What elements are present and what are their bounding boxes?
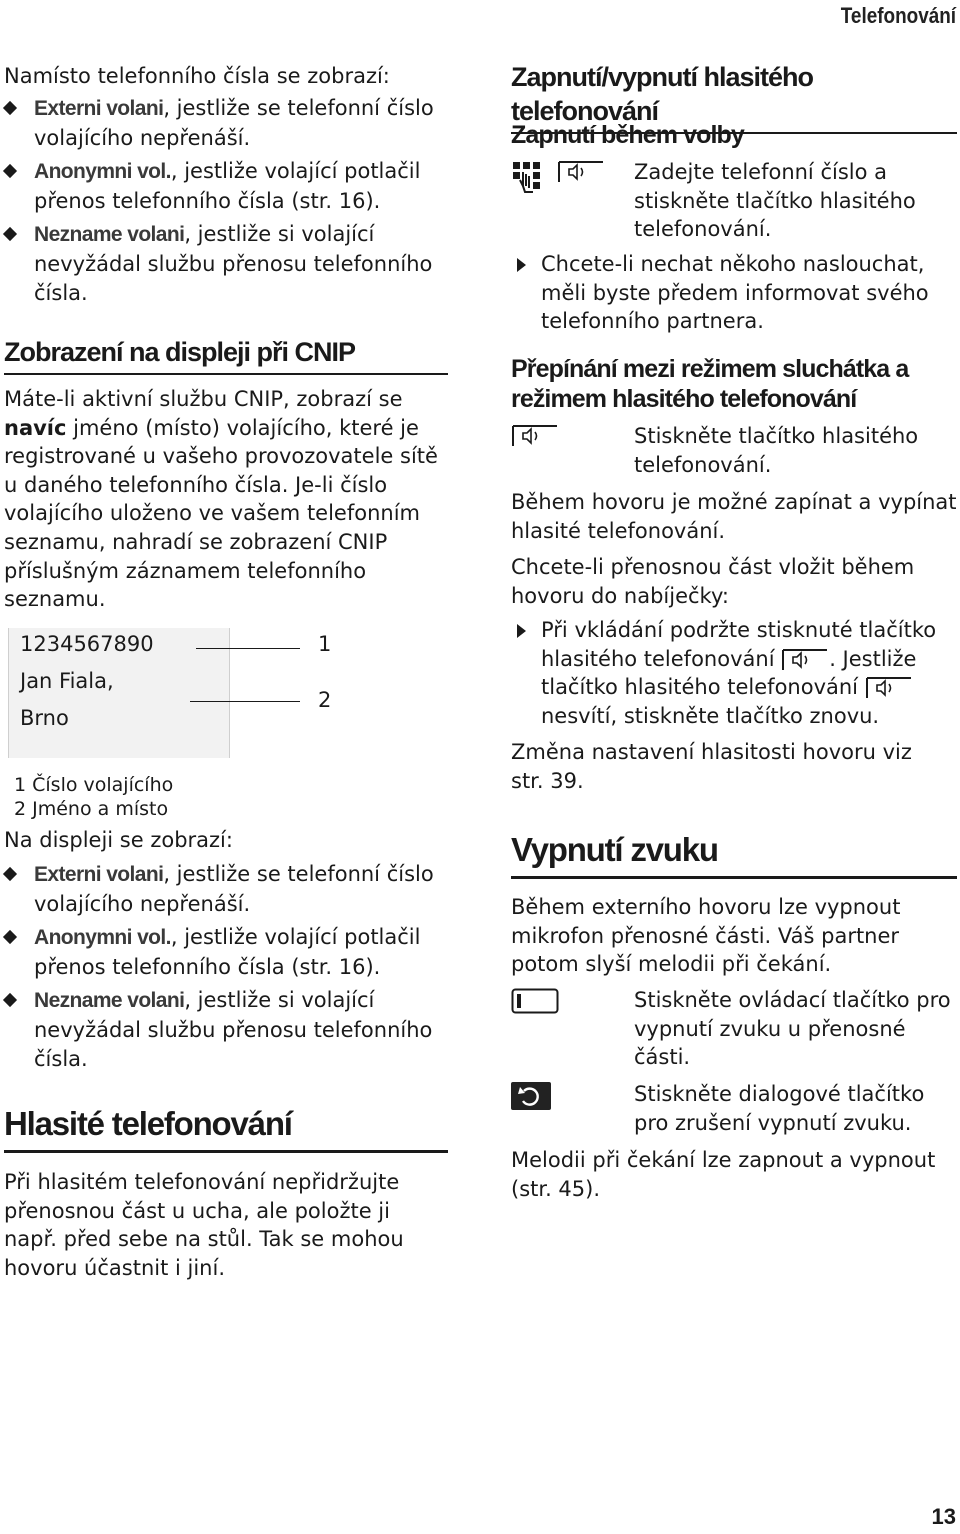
diamond-bullet-icon bbox=[3, 867, 17, 881]
page-number: 13 bbox=[931, 1504, 956, 1530]
list-item bbox=[4, 860, 448, 918]
mute-instruction-1-text: Stiskněte ovládací tlačítko pro vypnutí zvuku u přenosné části. bbox=[634, 988, 951, 1070]
diamond-bullet-icon bbox=[3, 227, 17, 241]
bullet-list-1 bbox=[4, 94, 448, 307]
display-term: Nezname volani bbox=[34, 989, 185, 1013]
header-title: Telefonování bbox=[840, 3, 956, 28]
list-item bbox=[511, 616, 957, 730]
charger-tip-text: . Jestliže tlačítko hlasitého telefonování bbox=[541, 646, 917, 700]
charger-tip-text: Při vkládání podržte stisknuté tlačítko hlasitého telefonování bbox=[541, 618, 937, 671]
dial-heading: Zapnutí během volby bbox=[511, 121, 744, 149]
list-item bbox=[4, 94, 448, 152]
list-item bbox=[4, 157, 448, 215]
speaker-key-icon bbox=[865, 676, 913, 700]
list-item-text: , jestliže si volající nevyžádal službu přenosu telefonního čísla. bbox=[34, 222, 433, 305]
switch-instruction bbox=[511, 422, 957, 479]
speaker-key-icon bbox=[511, 424, 559, 448]
diamond-bullet-icon bbox=[3, 930, 17, 944]
keypad-icon bbox=[511, 160, 543, 196]
mute-instruction-2 bbox=[511, 1080, 957, 1137]
switch-heading: Přepínání mezi režimem sluchátka a režimem hlasitého telefonování bbox=[511, 355, 909, 413]
list-item-text: , jestliže se telefonní číslo volajícího nepřenáší. bbox=[34, 862, 434, 916]
legend-item: 1 Číslo volajícího bbox=[14, 774, 174, 796]
dialog-keys bbox=[511, 1082, 551, 1110]
list-item bbox=[4, 923, 448, 981]
display-place: Brno bbox=[20, 706, 69, 730]
undo-key-icon bbox=[511, 1082, 551, 1110]
dial-instruction-text: Zadejte telefonní číslo a stiskněte tlačítko hlasitého telefonování. bbox=[634, 160, 916, 242]
callout-line-1 bbox=[196, 648, 300, 649]
display-intro: Na displeji se zobrazí: bbox=[4, 828, 233, 852]
display-term: Nezname volani bbox=[34, 223, 185, 247]
during-call-text: Během hovoru je možné zapínat a vypínat hlasité telefonování. bbox=[511, 490, 957, 543]
mute-heading: Vypnutí zvuku bbox=[511, 830, 957, 879]
speaker-heading: Hlasité telefonování bbox=[4, 1104, 448, 1153]
arrow-bullet-icon bbox=[517, 258, 526, 272]
speaker-key-icon bbox=[557, 160, 605, 184]
cnip-heading: Zobrazení na displeji při CNIP bbox=[4, 335, 448, 375]
dial-tip-text: Chcete-li nechat někoho naslouchat, měli byste předem informovat svého telefonního partnera. bbox=[541, 252, 929, 334]
cnip-text-post: jméno (místo) volajícího, které je registrované u vašeho provozovatele sítě u daného telefonního čísla. Je-li číslo volajícího uloženo ve vašem telefonním seznamu, nahradí se zobrazení CNIP příslušným záznamem telefonního seznamu. bbox=[4, 415, 438, 612]
intro-text: Namísto telefonního čísla se zobrazí: bbox=[4, 64, 390, 88]
list-item-text: , jestliže volající potlačil přenos telefonního čísla (str. 16). bbox=[34, 925, 421, 979]
dial-instruction bbox=[511, 158, 957, 244]
onoff-heading: Zapnutí/vypnutí hlasitého telefonování bbox=[511, 60, 957, 134]
charger-intro: Chcete-li přenosnou část vložit během hovoru do nabíječky: bbox=[511, 555, 915, 608]
list-item bbox=[511, 250, 957, 336]
callout-line-2 bbox=[190, 701, 300, 702]
list-item-text: , jestliže volající potlačil přenos telefonního čísla (str. 16). bbox=[34, 159, 421, 213]
list-item-text: , jestliže se telefonní číslo volajícího nepřenáší. bbox=[34, 96, 434, 150]
mute-keys bbox=[511, 988, 559, 1014]
page-header bbox=[0, 0, 960, 36]
volume-text: Změna nastavení hlasitosti hovoru viz str. 39. bbox=[511, 740, 912, 793]
display-number: 1234567890 bbox=[20, 632, 154, 656]
list-item bbox=[4, 220, 448, 307]
callout-number-1: 1 bbox=[318, 632, 332, 656]
display-term: Anonymni vol. bbox=[34, 926, 171, 950]
diamond-bullet-icon bbox=[3, 101, 17, 115]
callout-number-2: 2 bbox=[318, 688, 332, 712]
diamond-bullet-icon bbox=[3, 164, 17, 178]
mute-instruction-2-text: Stiskněte dialogové tlačítko pro zrušení vypnutí zvuku. bbox=[634, 1082, 925, 1135]
mute-paragraph: Během externího hovoru lze vypnout mikrofon přenosné části. Váš partner potom slyší melodii při čekání. bbox=[511, 895, 901, 977]
cnip-text-bold: navíc bbox=[4, 415, 67, 440]
control-key-icon bbox=[511, 988, 559, 1014]
diamond-bullet-icon bbox=[3, 993, 17, 1007]
legend-item: 2 Jméno a místo bbox=[14, 798, 169, 820]
list-item bbox=[4, 986, 448, 1073]
dial-keys bbox=[511, 160, 605, 196]
bullet-list-2 bbox=[4, 860, 448, 1073]
speaker-key-icon bbox=[781, 648, 829, 672]
mute-instruction-1 bbox=[511, 986, 957, 1072]
melody-text: Melodii při čekání lze zapnout a vypnout (str. 45). bbox=[511, 1148, 936, 1201]
display-term: Anonymni vol. bbox=[34, 160, 171, 184]
arrow-bullet-icon bbox=[517, 624, 526, 638]
switch-keys bbox=[511, 424, 559, 448]
speaker-paragraph: Při hlasitém telefonování nepřidržujte přenosnou část u ucha, ale položte ji např. před sebe na stůl. Tak se mohou hovoru účastnit i jiní. bbox=[4, 1170, 404, 1280]
figure-legend bbox=[14, 773, 173, 821]
cnip-text-pre: Máte-li aktivní službu CNIP, zobrazí se bbox=[4, 387, 403, 411]
charger-tip-text: nesvítí, stiskněte tlačítko znovu. bbox=[541, 703, 880, 728]
list-item-text: , jestliže si volající nevyžádal službu přenosu telefonního čísla. bbox=[34, 988, 433, 1071]
display-term: Externi volani bbox=[34, 97, 164, 120]
cnip-paragraph bbox=[4, 385, 444, 614]
charger-tip-list bbox=[511, 616, 957, 730]
display-name: Jan Fiala, bbox=[20, 669, 114, 693]
display-term: Externi volani bbox=[34, 863, 164, 886]
dial-tip-list bbox=[511, 250, 957, 336]
switch-instruction-text: Stiskněte tlačítko hlasitého telefonování. bbox=[634, 424, 919, 477]
